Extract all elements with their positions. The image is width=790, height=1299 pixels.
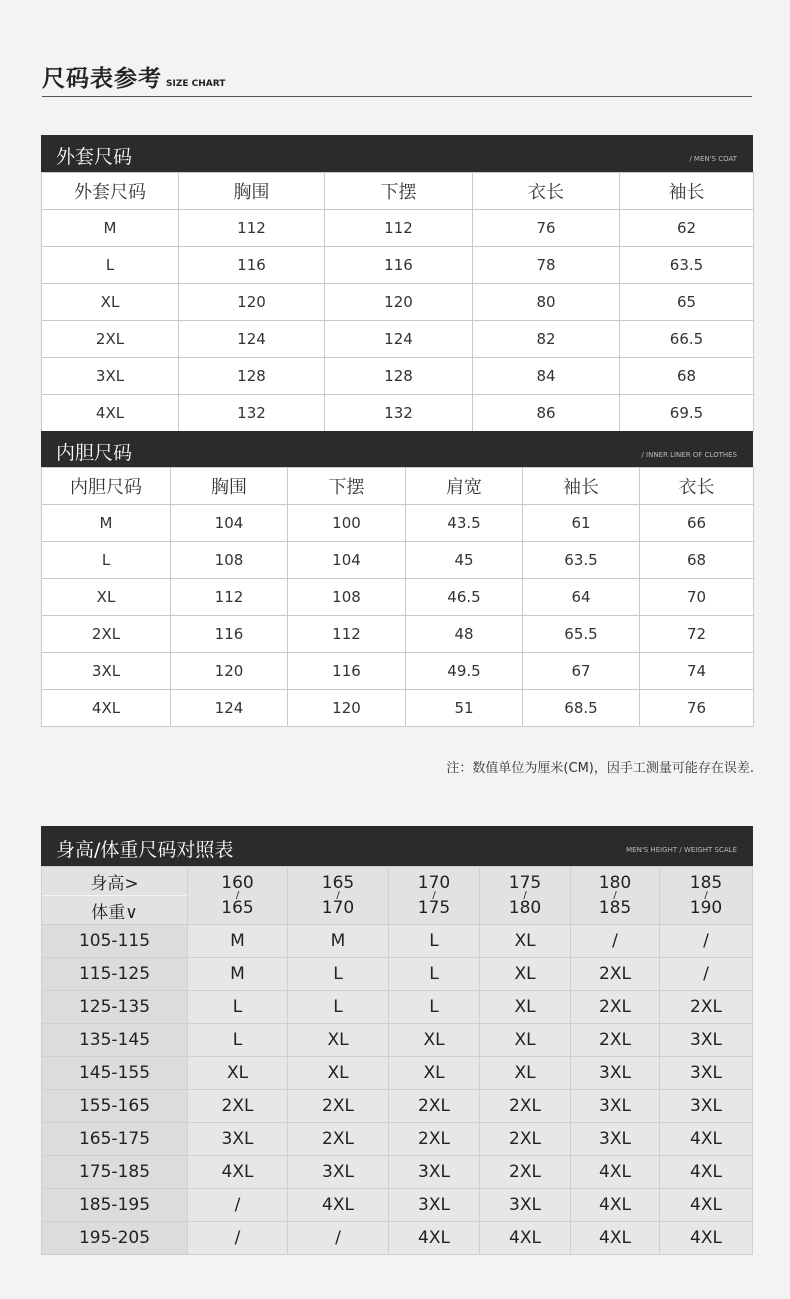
- column-header: 衣长: [640, 468, 754, 505]
- table-row: [42, 579, 754, 616]
- table-cell: 69.5: [620, 395, 754, 432]
- table-cell: 116: [171, 616, 288, 653]
- table-cell: 3XL: [42, 653, 171, 690]
- table-cell: 2XL: [42, 321, 179, 358]
- height-axis-label: 身高>: [42, 867, 187, 896]
- table-cell: 46.5: [406, 579, 523, 616]
- liner-section-subtitle: / INNER LINER OF CLOTHES: [641, 451, 737, 459]
- table-cell: 112: [325, 210, 473, 247]
- size-cell: L: [288, 958, 389, 991]
- table-row: [42, 395, 754, 432]
- table-cell: 65.5: [523, 616, 640, 653]
- size-cell: 2XL: [571, 991, 660, 1024]
- height-range-start: 165: [321, 872, 355, 893]
- table-cell: 45: [406, 542, 523, 579]
- table-cell: 128: [325, 358, 473, 395]
- column-header: 袖长: [620, 173, 754, 210]
- size-cell: 3XL: [389, 1189, 480, 1222]
- hw-corner-cell: [42, 867, 188, 925]
- size-cell: M: [188, 925, 288, 958]
- table-row: [42, 210, 754, 247]
- table-cell: 132: [179, 395, 325, 432]
- height-range-start: 160: [221, 872, 254, 893]
- table-cell: 51: [406, 690, 523, 727]
- weight-range-cell: 185-195: [42, 1189, 188, 1222]
- table-cell: 74: [640, 653, 754, 690]
- size-cell: L: [188, 1024, 288, 1057]
- table-cell: 104: [288, 542, 406, 579]
- table-cell: 70: [640, 579, 754, 616]
- size-cell: /: [288, 1222, 389, 1255]
- size-cell: 3XL: [571, 1090, 660, 1123]
- size-cell: 3XL: [660, 1057, 753, 1090]
- table-cell: 124: [325, 321, 473, 358]
- table-row: [42, 247, 754, 284]
- table-cell: 76: [640, 690, 754, 727]
- table-cell: 63.5: [523, 542, 640, 579]
- hw-table-row: [42, 1024, 753, 1057]
- table-cell: 104: [171, 505, 288, 542]
- table-cell: 84: [473, 358, 620, 395]
- height-range-separator: /: [235, 889, 240, 901]
- height-range-separator: /: [432, 889, 436, 901]
- table-cell: 128: [179, 358, 325, 395]
- page-title-en: SIZE CHART: [166, 79, 226, 89]
- table-cell: 108: [171, 542, 288, 579]
- size-cell: 3XL: [480, 1189, 571, 1222]
- size-cell: L: [188, 991, 288, 1024]
- size-cell: XL: [480, 925, 571, 958]
- height-range-header: [389, 867, 480, 925]
- hw-table-row: [42, 1222, 753, 1255]
- hw-table-row: [42, 1123, 753, 1156]
- size-cell: XL: [480, 1057, 571, 1090]
- size-cell: 4XL: [660, 1123, 753, 1156]
- height-weight-table: [41, 866, 753, 1255]
- table-header-row: [42, 468, 754, 505]
- table-cell: 4XL: [42, 690, 171, 727]
- height-range-separator: /: [523, 889, 527, 901]
- liner-size-table: [41, 467, 754, 727]
- table-cell: 100: [288, 505, 406, 542]
- weight-range-cell: 175-185: [42, 1156, 188, 1189]
- size-cell: /: [660, 925, 753, 958]
- size-cell: /: [188, 1189, 288, 1222]
- height-range-end: 185: [598, 897, 632, 918]
- table-row: [42, 542, 754, 579]
- size-cell: 2XL: [571, 1024, 660, 1057]
- table-cell: 112: [179, 210, 325, 247]
- size-cell: 2XL: [660, 991, 753, 1024]
- height-range-start: 180: [598, 872, 632, 893]
- coat-size-table: [41, 172, 754, 432]
- size-cell: 3XL: [571, 1057, 660, 1090]
- hw-table-row: [42, 1090, 753, 1123]
- size-cell: 4XL: [288, 1189, 389, 1222]
- table-row: [42, 505, 754, 542]
- size-cell: 2XL: [480, 1156, 571, 1189]
- column-header: 下摆: [325, 173, 473, 210]
- liner-section-title: 内胆尺码: [56, 442, 133, 464]
- table-cell: 124: [171, 690, 288, 727]
- size-cell: XL: [480, 991, 571, 1024]
- size-cell: 2XL: [571, 958, 660, 991]
- hw-table-row: [42, 991, 753, 1024]
- column-header: 袖长: [523, 468, 640, 505]
- height-range-end: 165: [221, 897, 254, 918]
- table-cell: 66: [640, 505, 754, 542]
- size-cell: 2XL: [389, 1090, 480, 1123]
- size-cell: XL: [389, 1057, 480, 1090]
- size-cell: 2XL: [389, 1123, 480, 1156]
- size-cell: XL: [288, 1024, 389, 1057]
- size-cell: L: [288, 991, 389, 1024]
- table-cell: L: [42, 542, 171, 579]
- table-cell: 63.5: [620, 247, 754, 284]
- size-cell: 4XL: [571, 1189, 660, 1222]
- height-range-separator: /: [613, 889, 617, 901]
- weight-range-cell: 155-165: [42, 1090, 188, 1123]
- table-cell: 61: [523, 505, 640, 542]
- table-cell: 120: [288, 690, 406, 727]
- table-row: [42, 321, 754, 358]
- height-range-header: [188, 867, 288, 925]
- table-cell: 112: [171, 579, 288, 616]
- table-cell: 76: [473, 210, 620, 247]
- height-range-start: 185: [689, 872, 723, 893]
- size-cell: L: [389, 991, 480, 1024]
- table-cell: 4XL: [42, 395, 179, 432]
- weight-range-cell: 145-155: [42, 1057, 188, 1090]
- size-cell: 4XL: [660, 1222, 753, 1255]
- height-range-header: [660, 867, 753, 925]
- column-header: 下摆: [288, 468, 406, 505]
- size-cell: L: [389, 925, 480, 958]
- column-header: 胸围: [179, 173, 325, 210]
- size-cell: 2XL: [288, 1090, 389, 1123]
- table-cell: 64: [523, 579, 640, 616]
- table-cell: 3XL: [42, 358, 179, 395]
- table-cell: 72: [640, 616, 754, 653]
- table-cell: 116: [288, 653, 406, 690]
- size-cell: 4XL: [660, 1156, 753, 1189]
- height-range-separator: /: [336, 889, 340, 901]
- size-cell: 4XL: [480, 1222, 571, 1255]
- table-cell: M: [42, 210, 179, 247]
- table-row: [42, 690, 754, 727]
- size-cell: 3XL: [288, 1156, 389, 1189]
- size-cell: /: [571, 925, 660, 958]
- height-range-start: 170: [417, 872, 451, 893]
- table-header-row: [42, 173, 754, 210]
- page-title-zh: 尺码表参考: [42, 66, 162, 92]
- size-cell: /: [660, 958, 753, 991]
- size-cell: M: [288, 925, 389, 958]
- table-cell: 68: [620, 358, 754, 395]
- table-cell: 68: [640, 542, 754, 579]
- table-cell: 43.5: [406, 505, 523, 542]
- hw-table-row: [42, 1057, 753, 1090]
- size-cell: 2XL: [188, 1090, 288, 1123]
- height-range-start: 175: [508, 872, 542, 893]
- size-cell: 3XL: [660, 1090, 753, 1123]
- size-cell: 4XL: [660, 1189, 753, 1222]
- column-header: 肩宽: [406, 468, 523, 505]
- coat-section-subtitle: / MEN'S COAT: [689, 155, 737, 163]
- weight-range-cell: 115-125: [42, 958, 188, 991]
- table-cell: 108: [288, 579, 406, 616]
- hw-table-row: [42, 958, 753, 991]
- table-cell: 82: [473, 321, 620, 358]
- hw-header-row: [42, 867, 753, 925]
- table-row: [42, 358, 754, 395]
- table-cell: 120: [171, 653, 288, 690]
- size-cell: 2XL: [480, 1090, 571, 1123]
- size-cell: XL: [480, 1024, 571, 1057]
- coat-section-title: 外套尺码: [56, 146, 133, 168]
- table-cell: 2XL: [42, 616, 171, 653]
- table-cell: 120: [325, 284, 473, 321]
- table-cell: 65: [620, 284, 754, 321]
- table-cell: M: [42, 505, 171, 542]
- table-row: [42, 284, 754, 321]
- column-header: 外套尺码: [42, 173, 179, 210]
- weight-range-cell: 125-135: [42, 991, 188, 1024]
- height-range-end: 180: [508, 897, 542, 918]
- table-cell: 86: [473, 395, 620, 432]
- coat-section-header: [41, 135, 753, 172]
- hw-section-subtitle: MEN'S HEIGHT / WEIGHT SCALE: [626, 846, 737, 854]
- hw-table-row: [42, 1156, 753, 1189]
- size-cell: XL: [480, 958, 571, 991]
- height-range-end: 175: [417, 897, 451, 918]
- column-header: 内胆尺码: [42, 468, 171, 505]
- hw-table-row: [42, 1189, 753, 1222]
- height-range-header: [480, 867, 571, 925]
- height-range-header: [571, 867, 660, 925]
- size-cell: 4XL: [389, 1222, 480, 1255]
- height-range-header: [288, 867, 389, 925]
- size-cell: M: [188, 958, 288, 991]
- size-cell: 3XL: [389, 1156, 480, 1189]
- hw-section-header: [41, 826, 753, 866]
- table-cell: 68.5: [523, 690, 640, 727]
- table-cell: 67: [523, 653, 640, 690]
- column-header: 胸围: [171, 468, 288, 505]
- table-cell: 66.5: [620, 321, 754, 358]
- weight-axis-label: 体重∨: [91, 902, 138, 923]
- column-header: 衣长: [473, 173, 620, 210]
- table-cell: 116: [325, 247, 473, 284]
- table-cell: 124: [179, 321, 325, 358]
- table-cell: 80: [473, 284, 620, 321]
- size-cell: 4XL: [571, 1222, 660, 1255]
- page-title: [42, 60, 752, 97]
- size-cell: 4XL: [571, 1156, 660, 1189]
- measurement-note: 注：数值单位为厘米(CM)，因手工测量可能存在误差.: [446, 761, 754, 776]
- table-cell: 49.5: [406, 653, 523, 690]
- weight-range-cell: 195-205: [42, 1222, 188, 1255]
- height-range-end: 190: [689, 897, 723, 918]
- table-row: [42, 616, 754, 653]
- hw-section-title: 身高/体重尺码对照表: [56, 839, 234, 861]
- size-cell: 3XL: [660, 1024, 753, 1057]
- size-cell: 2XL: [288, 1123, 389, 1156]
- weight-range-cell: 135-145: [42, 1024, 188, 1057]
- height-range-separator: /: [704, 889, 708, 901]
- height-range-end: 170: [321, 897, 355, 918]
- size-cell: XL: [188, 1057, 288, 1090]
- table-cell: 62: [620, 210, 754, 247]
- weight-range-cell: 105-115: [42, 925, 188, 958]
- size-cell: XL: [389, 1024, 480, 1057]
- size-cell: 3XL: [571, 1123, 660, 1156]
- table-cell: XL: [42, 284, 179, 321]
- weight-range-cell: 165-175: [42, 1123, 188, 1156]
- hw-table-row: [42, 925, 753, 958]
- table-cell: 78: [473, 247, 620, 284]
- size-cell: /: [188, 1222, 288, 1255]
- table-cell: 112: [288, 616, 406, 653]
- size-cell: L: [389, 958, 480, 991]
- table-cell: 120: [179, 284, 325, 321]
- table-cell: 48: [406, 616, 523, 653]
- size-cell: XL: [288, 1057, 389, 1090]
- size-cell: 3XL: [188, 1123, 288, 1156]
- table-row: [42, 653, 754, 690]
- table-cell: 116: [179, 247, 325, 284]
- size-cell: 4XL: [188, 1156, 288, 1189]
- size-cell: 2XL: [480, 1123, 571, 1156]
- table-cell: XL: [42, 579, 171, 616]
- liner-section-header: [41, 431, 753, 467]
- table-cell: 132: [325, 395, 473, 432]
- table-cell: L: [42, 247, 179, 284]
